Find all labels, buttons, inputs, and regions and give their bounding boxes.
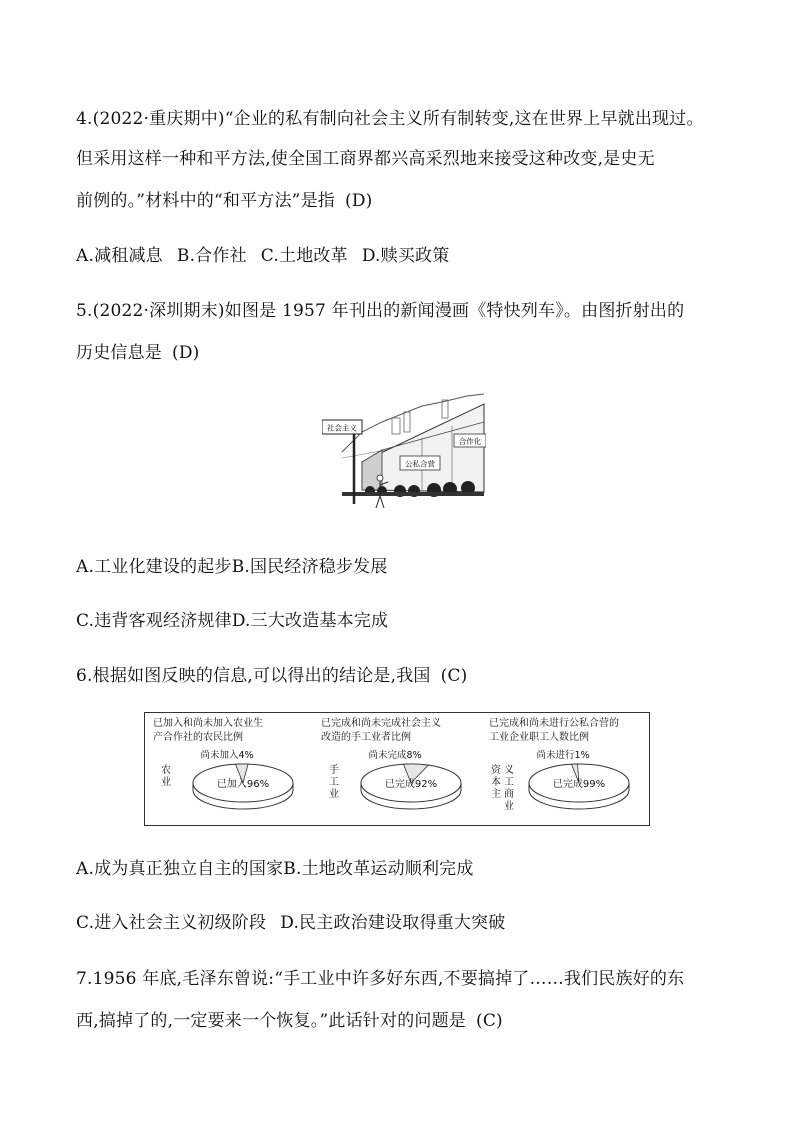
q4-option-d: D.赎买政策 [361, 246, 450, 266]
q6-option-a: A.成为真正独立自主的国家 [76, 859, 284, 879]
q5-option-a: A.工业化建设的起步 [76, 557, 232, 577]
q5-option-c: C.违背客观经济规律 [76, 611, 232, 631]
q6-stem-line-1 [76, 665, 468, 687]
q6-stem-text: 6.根据如图反映的信息,可以得出的结论是,我国 [76, 666, 431, 686]
q5-stem-line-2 [76, 342, 200, 364]
q5-option-b: B.国民经济稳步发展 [231, 557, 388, 577]
pie-slice-label-minority: 尚未加入4% [200, 750, 254, 761]
q4-stem-line-3 [76, 190, 372, 212]
pie-side-label-char: 本 [491, 777, 501, 788]
pie-slice-label-majority: 已加入96% [216, 779, 270, 790]
q4-stem-line-1: 4.(2022·重庆期中)“企业的私有制向社会主义所有制转变,这在世界上早就出现过。 [76, 109, 704, 129]
pie-slice-label-majority: 已完成99% [552, 779, 606, 790]
q7-stem-line-2 [76, 1010, 503, 1032]
sign-label-socialism: 社会主义 [327, 423, 357, 433]
pie-slice-label-majority: 已完成92% [384, 779, 438, 790]
pie-side-label-char: 业 [161, 777, 171, 788]
q4-stem-line-2: 但采用这样一种和平方法,使全国工商界都兴高采烈地来接受这种改变,是史无 [76, 149, 655, 169]
pie-side-label-char: 业 [504, 801, 514, 812]
pie-title-line-1: 已完成和尚未进行公私合营的 [489, 718, 619, 729]
q6-answer: (C) [440, 666, 468, 686]
pie-side-label-char: 工 [504, 777, 514, 788]
express-train-cartoon [322, 392, 486, 510]
q7-stem-text: 西,搞掉了的,一定要来一个恢复。”此话针对的问题是 [76, 1011, 466, 1031]
pie-side-label-char: 手 [329, 765, 339, 776]
q4-option-b: B.合作社 [176, 246, 247, 266]
pie-side-label-char: 资 [491, 765, 501, 776]
pie-title-line-2: 改造的手工业者比例 [321, 732, 411, 743]
q5-option-d: D.三大改造基本完成 [231, 611, 389, 631]
q4-answer: (D) [344, 191, 373, 211]
q4-option-a: A.减租减息 [76, 246, 163, 266]
q6-options-row-1 [76, 858, 474, 880]
q6-options-row-2 [76, 912, 505, 934]
pie-title-line-2: 工业企业职工人数比例 [489, 732, 589, 743]
train-label-public-private: 公私合营 [405, 459, 435, 469]
pie-side-label-char: 工 [329, 777, 339, 788]
pie-title-line-1: 已完成和尚未完成社会主义 [321, 718, 441, 729]
q6-option-d: D.民主政治建设取得重大突破 [280, 913, 506, 933]
pie-slice-label-minority: 尚未进行1% [536, 750, 590, 761]
q4-stem-text: 前例的。”材料中的“和平方法”是指 [76, 191, 335, 211]
pie-side-label-char: 业 [329, 789, 339, 800]
pie-title-line-1: 已加入和尚未加入农业生 [153, 718, 263, 729]
q7-answer: (C) [476, 1011, 503, 1031]
pie-slice-label-minority: 尚未完成8% [368, 750, 422, 761]
pie-side-label-char: 农 [161, 765, 171, 776]
q5-options-row-1 [76, 556, 388, 578]
pie-side-label-char: 商 [504, 789, 514, 800]
q7-stem-line-1: 7.1956 年底,毛泽东曾说:“手工业中许多好东西,不要搞掉了……我们民族好的东 [76, 969, 685, 989]
q4-option-c: C.土地改革 [260, 246, 348, 266]
q5-stem-text: 历史信息是 [76, 343, 162, 363]
q6-option-c: C.进入社会主义初级阶段 [76, 913, 267, 933]
train-label-cooperative: 合作化 [458, 437, 482, 446]
q5-options-row-2 [76, 610, 388, 632]
pie-side-label-char: 义 [504, 765, 514, 776]
q6-option-b: B.土地改革运动顺利完成 [283, 859, 474, 879]
pie-title-line-2: 产合作社的农民比例 [153, 732, 243, 743]
q4-options [76, 245, 463, 267]
q5-answer: (D) [172, 343, 200, 363]
pie-side-label-char: 主 [491, 789, 501, 800]
three-pie-charts [145, 713, 648, 824]
pie-charts-figure [144, 712, 650, 826]
q5-stem-line-1: 5.(2022·深圳期末)如图是 1957 年刊出的新闻漫画《特快列车》。由图折射出的 [76, 301, 685, 321]
